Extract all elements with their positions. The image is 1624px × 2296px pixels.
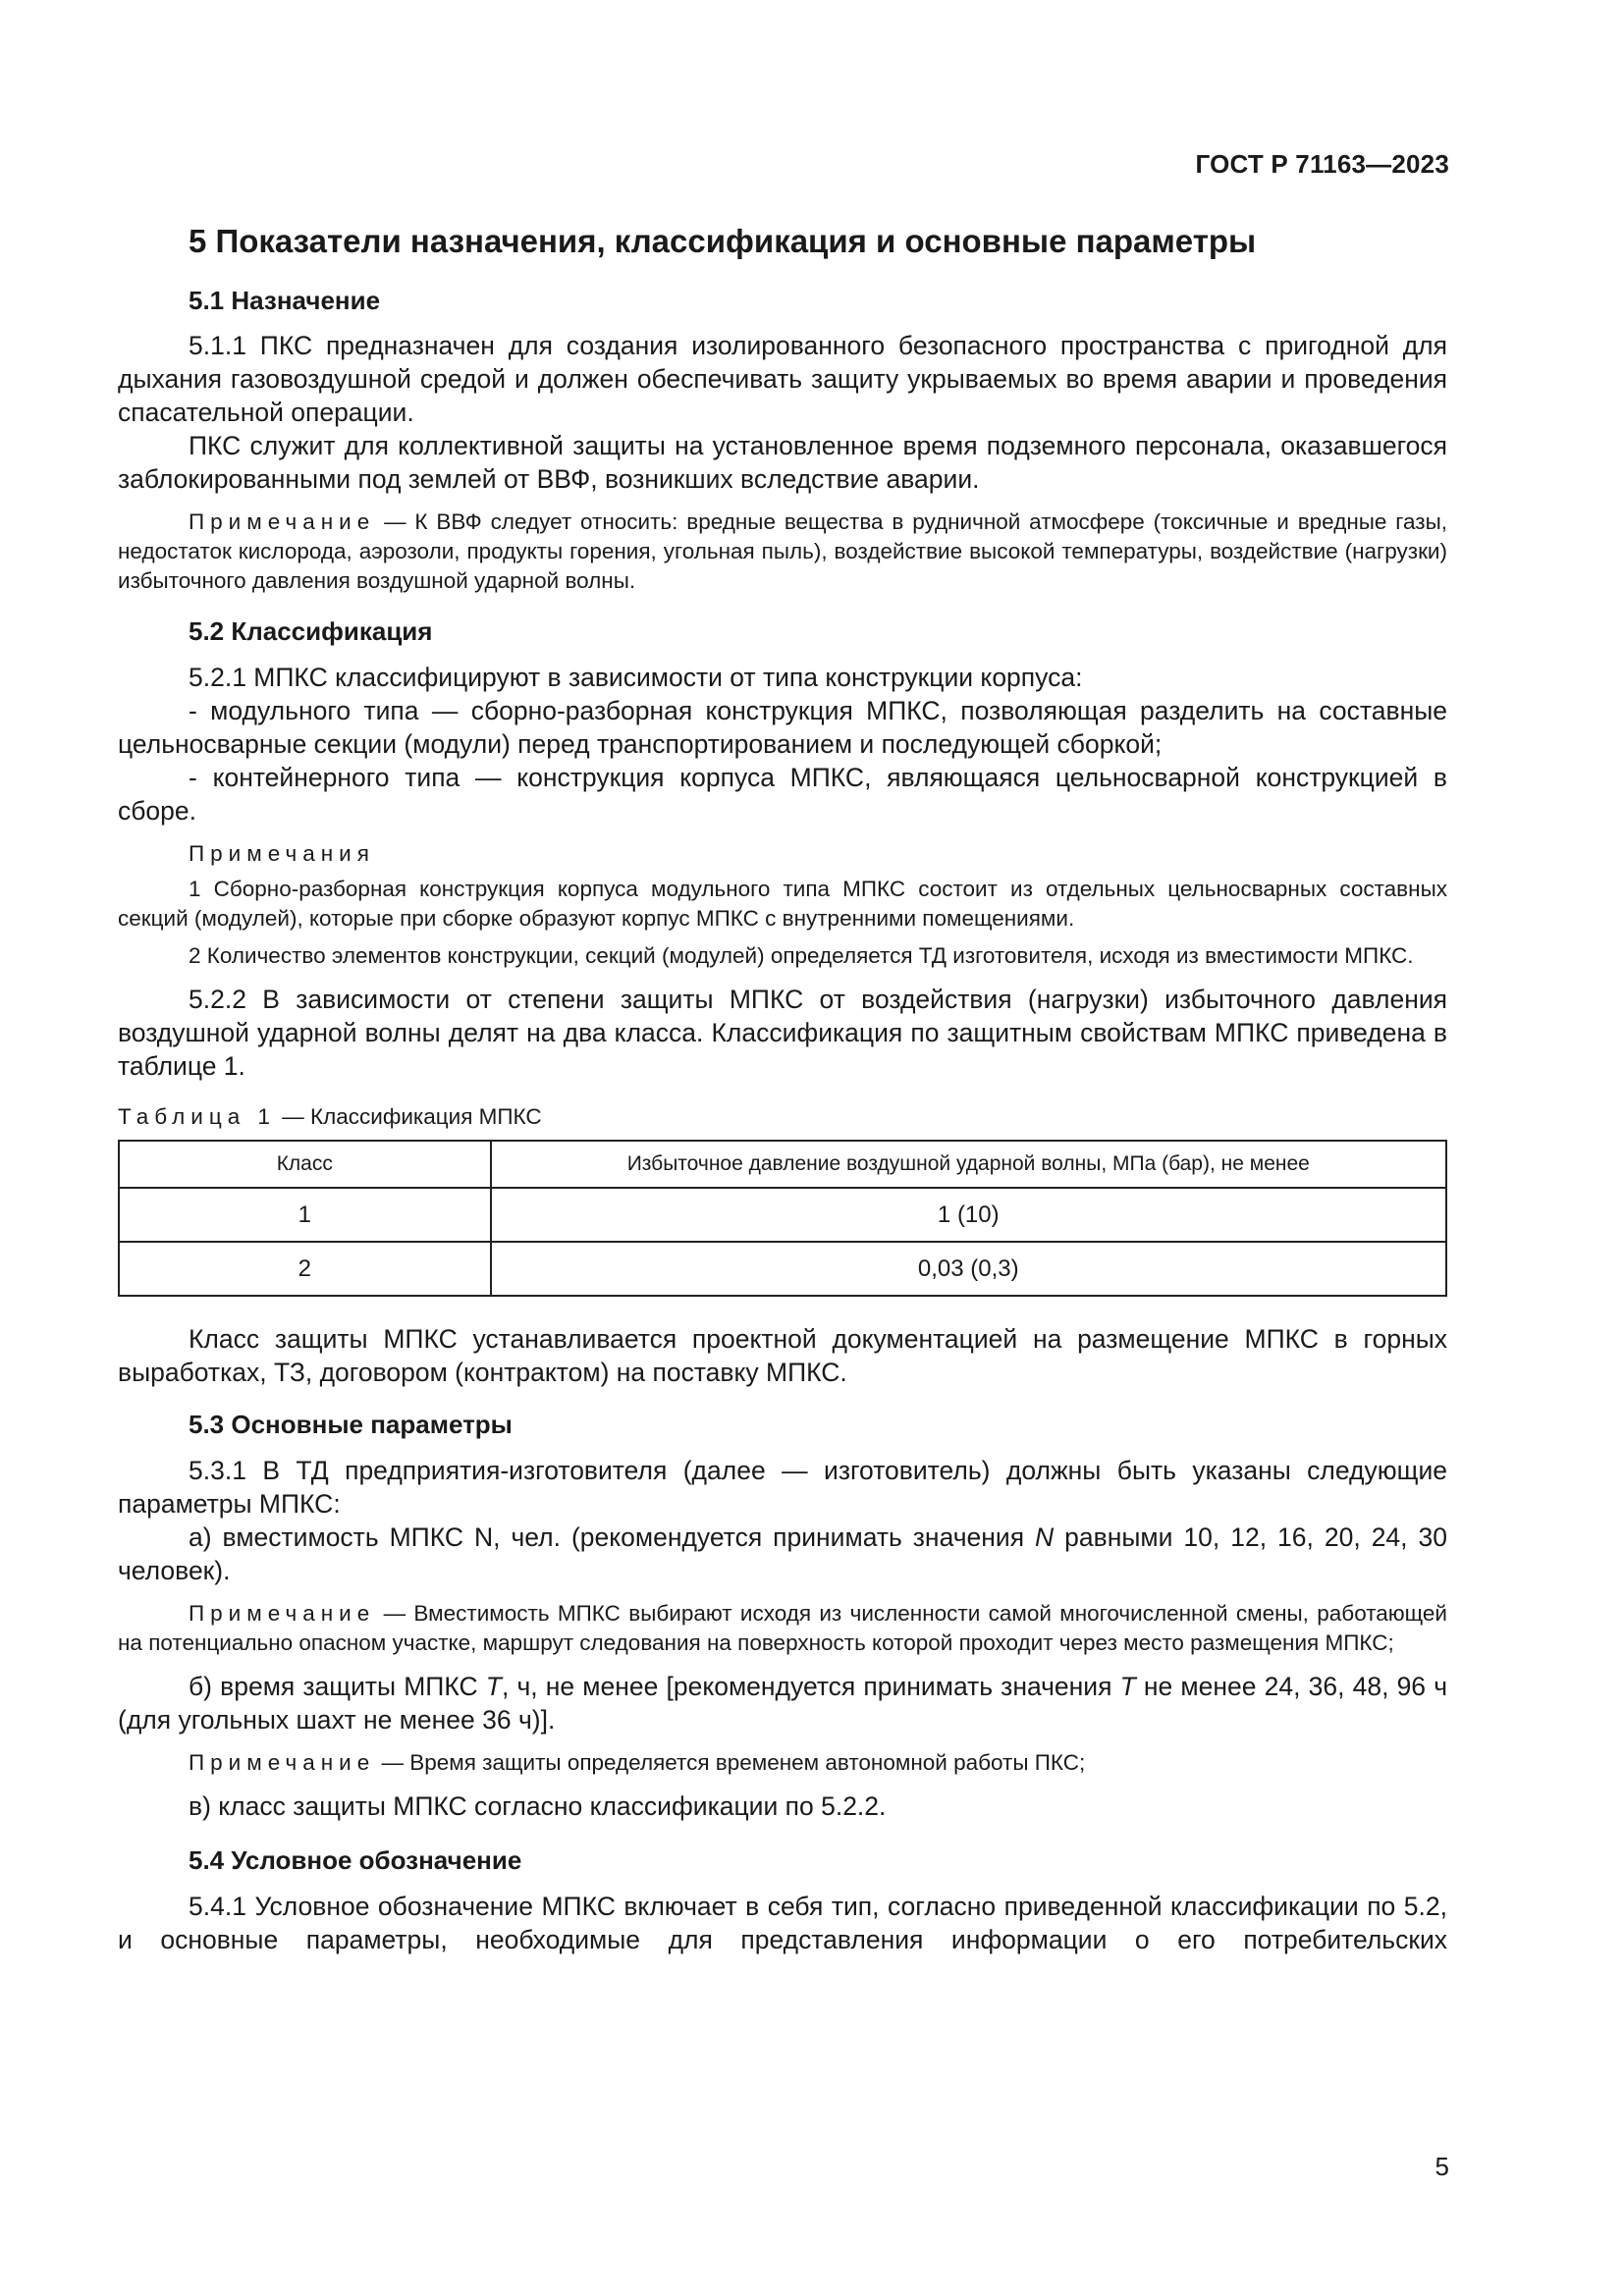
- paragraph-protection-class: Класс защиты МПКС устанавливается проектной документацией на размещение МПКС в горных выработках, ТЗ, договором (контрактом) на поставку МПКС.: [118, 1324, 1447, 1388]
- param-a-text: а) вместимость МПКС N, чел. (рекомендуется принимать значения: [189, 1522, 1036, 1552]
- param-b-var-2: Т: [1119, 1671, 1136, 1701]
- table-label: Таблица 1: [118, 1104, 276, 1130]
- param-a-text-end: равными 10, 12, 16, 20, 24, 30 человек).: [118, 1522, 1447, 1585]
- table-header-class: Класс: [119, 1141, 491, 1188]
- note-5-2-1: 1 Сборно-разборная конструкция корпуса модульного типа МПКС состоит из отдельных цельносварных составных секций (модулей), которые при сборке образуют корпус МПКС с внутренними помещениями.: [118, 877, 1447, 932]
- document-code-header: ГОСТ Р 71163—2023: [1195, 149, 1449, 179]
- page-content: [118, 222, 1447, 1956]
- param-a-capacity: [118, 1521, 1447, 1587]
- table-cell-class: 1: [119, 1188, 491, 1242]
- note-5-2-2: 2 Количество элементов конструкции, секций (модулей) определяется ТД изготовителя, исходя из вместимости МПКС.: [189, 943, 1414, 969]
- table-row: [119, 1242, 1446, 1296]
- param-b-protection-time: [118, 1670, 1447, 1736]
- paragraph-5-1-1-b: ПКС служит для коллективной защиты на установленное время подземного персонала, оказавшегося заблокированными под землей от ВВФ, возникших вследствие аварии.: [118, 431, 1447, 495]
- table-cell-class: 2: [119, 1242, 491, 1296]
- list-item-modular: - модульного типа — сборно-разборная конструкция МПКС, позволяющая разделить на составные цельносварные секции (модули) перед транспортированием и последующей сборкой;: [118, 696, 1447, 760]
- list-item-container: - контейнерного типа — конструкция корпуса МПКС, являющаяся цельносварной конструкцией в сборе.: [118, 763, 1447, 827]
- page-number: 5: [1435, 2152, 1449, 2181]
- table-header-pressure: Избыточное давление воздушной ударной волны, МПа (бар), не менее: [491, 1141, 1446, 1188]
- param-c-protection-class: в) класс защиты МПКС согласно классификации по 5.2.2.: [189, 1790, 887, 1821]
- note-5-1: [118, 507, 1447, 596]
- param-b-var: Т: [485, 1671, 502, 1701]
- note-protection-time: [118, 1748, 1447, 1778]
- table-cell-pressure: 0,03 (0,3): [491, 1242, 1446, 1296]
- note-label: Примечание: [189, 1600, 376, 1626]
- subsection-5-3-title: 5.3 Основные параметры: [189, 1410, 513, 1440]
- param-a-var: N: [1035, 1522, 1055, 1552]
- note-text: — К ВВФ следует относить: вредные вещества в рудничной атмосфере (токсичные и вредные газы, недостаток кислорода, аэрозоли, продукты горения, угольная пыль), воздействие высокой температуры, воздействие (нагрузки) избыточного давления воздушной ударной волны.: [118, 509, 1447, 594]
- subsection-5-4-title: 5.4 Условное обозначение: [189, 1844, 522, 1875]
- table-1-caption: [118, 1102, 1447, 1132]
- paragraph-5-2-2: 5.2.2 В зависимости от степени защиты МПКС от воздействия (нагрузки) избыточного давления воздушной ударной волны делят на два класса. Классификация по защитным свойствам МПКС приведена в таблице 1.: [118, 985, 1447, 1082]
- paragraph-5-3-1: 5.3.1 В ТД предприятия-изготовителя (далее — изготовитель) должны быть указаны следующие параметры МПКС:: [118, 1455, 1447, 1519]
- subsection-5-1-title: 5.1 Назначение: [189, 285, 381, 315]
- note-text: — Время защиты определяется временем автономной работы ПКС;: [375, 1749, 1086, 1775]
- note-label: Примечание: [189, 509, 376, 535]
- table-row: [119, 1188, 1446, 1242]
- note-label: Примечание: [189, 1749, 376, 1775]
- note-text: — Вместимость МПКС выбирают исходя из численности самой многочисленной смены, работающей на потенциально опасном участке, маршрут следования на поверхность которой проходит через место размещения МПКС;: [118, 1600, 1447, 1655]
- table-cell-pressure: 1 (10): [491, 1188, 1446, 1242]
- paragraph-5-1-1: 5.1.1 ПКС предназначен для создания изолированного безопасного пространства с пригодной для дыхания газовоздушной средой и должен обеспечивать защиту укрываемых во время аварии и проведения спасательной операции.: [118, 331, 1447, 428]
- classification-table: [118, 1140, 1447, 1297]
- table-title: — Классификация МПКС: [276, 1104, 542, 1130]
- table-header-row: [119, 1141, 1446, 1188]
- param-b-text-mid: , ч, не менее [рекомендуется принимать значения: [501, 1671, 1120, 1701]
- paragraph-5-2-1: 5.2.1 МПКС классифицируют в зависимости от типа конструкции корпуса:: [189, 663, 1083, 693]
- subsection-5-2-title: 5.2 Классификация: [189, 616, 433, 647]
- section-5-title: 5 Показатели назначения, классификация и основные параметры: [189, 223, 1257, 259]
- paragraph-5-4-1: 5.4.1 Условное обозначение МПКС включает в себя тип, согласно приведенной классификации по 5.2, и основные параметры, необходимые для представления информации о его потребительских: [118, 1891, 1447, 1954]
- note-capacity: [118, 1599, 1447, 1658]
- param-b-text: б) время защиты МПКС: [189, 1671, 486, 1701]
- param-b-text-end: не менее 24, 36, 48, 96 ч (для угольных шахт не менее 36 ч)].: [118, 1671, 1447, 1735]
- notes-label: Примечания: [189, 841, 375, 867]
